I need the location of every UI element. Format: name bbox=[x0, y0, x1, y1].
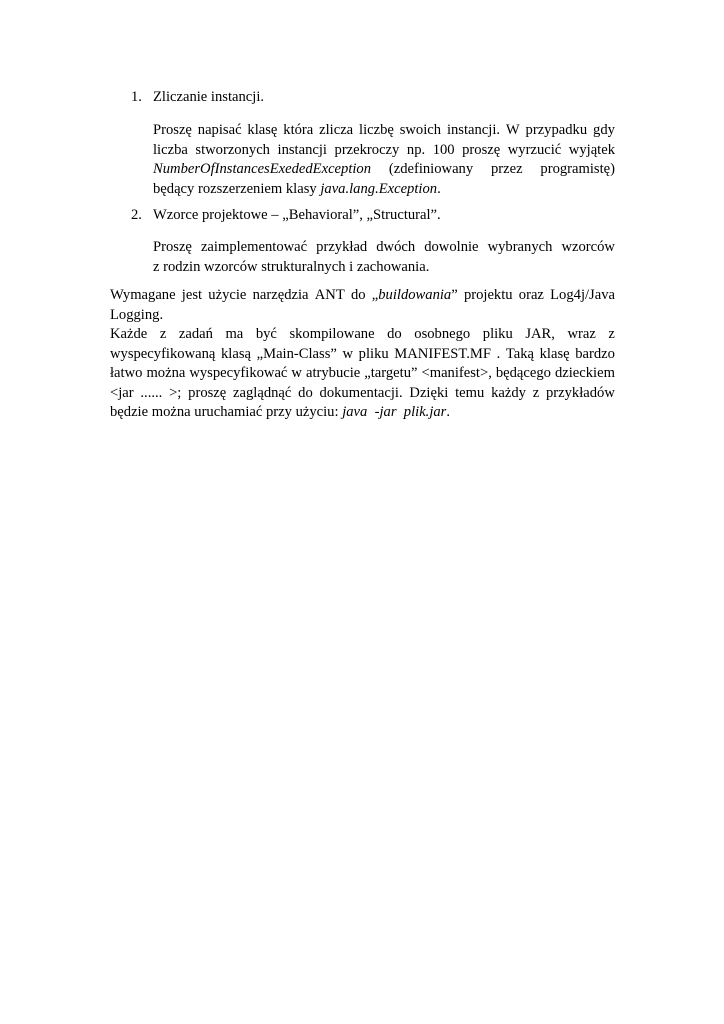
word: gdy bbox=[593, 122, 615, 138]
footer-line-6 bbox=[110, 384, 615, 404]
word: dowolnie bbox=[424, 239, 479, 255]
word: dokumentacji. bbox=[319, 384, 403, 401]
word: wyspecyfikowaną bbox=[110, 345, 216, 362]
item-1-line-4-prefix: będący rozszerzeniem klasy bbox=[153, 180, 321, 197]
word: wyjątek bbox=[568, 141, 615, 158]
word: łatwo bbox=[110, 365, 143, 381]
item-2-body bbox=[153, 238, 615, 277]
word: proszę bbox=[188, 384, 227, 401]
word: Każde bbox=[110, 326, 148, 342]
footer-line-5 bbox=[110, 364, 615, 384]
word: liczbę bbox=[359, 122, 394, 138]
item-2-body-line-2: z rodzin wzorców strukturalnych i zachowania. bbox=[153, 258, 430, 275]
word: przykładów bbox=[545, 384, 615, 401]
word: która bbox=[283, 122, 314, 138]
item-2-heading bbox=[131, 206, 441, 226]
word: zaglądnąć bbox=[233, 384, 292, 401]
item-2-body-line-1 bbox=[153, 238, 615, 258]
word: klasę bbox=[247, 122, 278, 138]
item-1-line-4-suffix: . bbox=[437, 180, 441, 197]
item-2-title: Wzorce projektowe – „Behavioral”, „Structural”. bbox=[153, 207, 441, 223]
word: Proszę bbox=[153, 122, 192, 138]
item-1-line-3-word-3: programistę) bbox=[540, 161, 615, 177]
word: >; bbox=[169, 384, 182, 401]
footer-line-1-word-5: ANT bbox=[314, 287, 345, 303]
word: wzorców bbox=[561, 239, 615, 255]
item-2-number: 2. bbox=[131, 207, 142, 223]
word: wyrzucić bbox=[507, 141, 562, 158]
build-term-word: buildowania bbox=[378, 287, 452, 303]
word: „Main-Class” bbox=[256, 345, 337, 362]
item-1-body bbox=[153, 121, 615, 199]
item-1-body-line-1 bbox=[153, 121, 615, 141]
word: JAR, bbox=[525, 326, 555, 342]
footer-line-1-tail-3: Log4j/Java bbox=[550, 287, 615, 303]
footer-line-1-tail-2: oraz bbox=[518, 287, 544, 303]
exception-class-name: NumberOfInstancesExededException bbox=[153, 161, 372, 177]
word: instancji. bbox=[446, 122, 501, 138]
item-1-body-line-2 bbox=[153, 141, 615, 161]
word: zaimplementować bbox=[200, 239, 308, 255]
footer-line-1-word-2: jest bbox=[181, 287, 203, 303]
word: do bbox=[387, 326, 402, 342]
footer-line-3 bbox=[110, 325, 615, 345]
word: zadań bbox=[178, 326, 213, 342]
build-term-quote-open: „ bbox=[371, 287, 379, 303]
word: skompilowane bbox=[289, 326, 375, 342]
word: z bbox=[532, 384, 540, 401]
item-1-title: Zliczanie instancji. bbox=[153, 89, 265, 105]
build-term bbox=[372, 286, 458, 306]
word: bardzo bbox=[575, 345, 615, 362]
word: <jar bbox=[110, 384, 134, 401]
word: można bbox=[146, 365, 186, 381]
footer-line-1-word-6: do bbox=[350, 287, 366, 303]
build-term-quote-close: ” bbox=[451, 287, 458, 303]
word: dwóch bbox=[376, 239, 416, 255]
word: Taką bbox=[505, 345, 534, 362]
word: atrybucie bbox=[305, 365, 361, 381]
word: wybranych bbox=[487, 239, 553, 255]
word: przykład bbox=[316, 239, 368, 255]
item-1-line-3-word-1: (zdefiniowany bbox=[388, 161, 474, 177]
word: 100 bbox=[432, 141, 455, 158]
footer-line-1-word-3: użycie bbox=[208, 287, 247, 303]
item-1-body-line-4 bbox=[153, 180, 615, 200]
word: będącego bbox=[495, 365, 551, 381]
word: z bbox=[608, 326, 615, 342]
word: Proszę bbox=[153, 239, 192, 255]
footer-line-1-tail-1: projektu bbox=[463, 287, 513, 303]
word: przekroczy bbox=[334, 141, 400, 158]
word: stworzonych bbox=[195, 141, 270, 158]
word: osobnego bbox=[414, 326, 471, 342]
run-command: java -jar plik.jar bbox=[342, 404, 447, 420]
word: w bbox=[291, 365, 302, 381]
word: Dzięki bbox=[409, 384, 449, 401]
word: pliku bbox=[482, 326, 513, 342]
footer-line-2: Logging. bbox=[110, 306, 164, 323]
word: ...... bbox=[140, 384, 163, 401]
item-1-line-3-word-2: przez bbox=[490, 161, 523, 177]
footer-line-7-prefix: będzie można uruchamiać przy użyciu: bbox=[110, 404, 343, 420]
word: pliku bbox=[358, 345, 389, 362]
word: klasę bbox=[539, 345, 570, 362]
word: w bbox=[342, 345, 354, 362]
word: przypadku bbox=[525, 122, 588, 138]
word: do bbox=[298, 384, 313, 401]
footer-line-4 bbox=[110, 345, 615, 365]
word: liczba bbox=[153, 141, 188, 158]
word: „targetu” bbox=[364, 365, 418, 381]
word: temu bbox=[455, 384, 485, 401]
word: swoich bbox=[399, 122, 442, 138]
footer-line-1 bbox=[110, 286, 615, 306]
word: proszę bbox=[462, 141, 501, 158]
word: z bbox=[159, 326, 167, 342]
base-exception-class: java.lang.Exception bbox=[320, 180, 438, 197]
word: . bbox=[496, 345, 501, 362]
footer-line-1-word-4: narzędzia bbox=[252, 287, 309, 303]
item-1-heading bbox=[131, 88, 264, 108]
word: wyspecyfikować bbox=[189, 365, 288, 381]
word: np. bbox=[406, 141, 426, 158]
word: dzieckiem bbox=[554, 365, 615, 381]
footer-line-7-suffix: . bbox=[446, 404, 451, 420]
requirements-paragraph bbox=[110, 286, 615, 423]
word: MANIFEST.MF bbox=[394, 345, 491, 362]
word: klasą bbox=[221, 345, 251, 362]
word: ma bbox=[225, 326, 244, 342]
item-1-body-line-3 bbox=[153, 160, 615, 180]
word: <manifest>, bbox=[421, 365, 492, 381]
footer-line-1-word-1: Wymagane bbox=[110, 287, 176, 303]
word: być bbox=[255, 326, 277, 342]
word: napisać bbox=[197, 122, 242, 138]
word: W bbox=[505, 122, 520, 138]
word: instancji bbox=[277, 141, 327, 158]
word: wraz bbox=[567, 326, 596, 342]
word: każdy bbox=[491, 384, 526, 401]
footer-line-7 bbox=[110, 403, 615, 423]
item-1-number: 1. bbox=[131, 89, 142, 105]
word: zlicza bbox=[319, 122, 354, 138]
